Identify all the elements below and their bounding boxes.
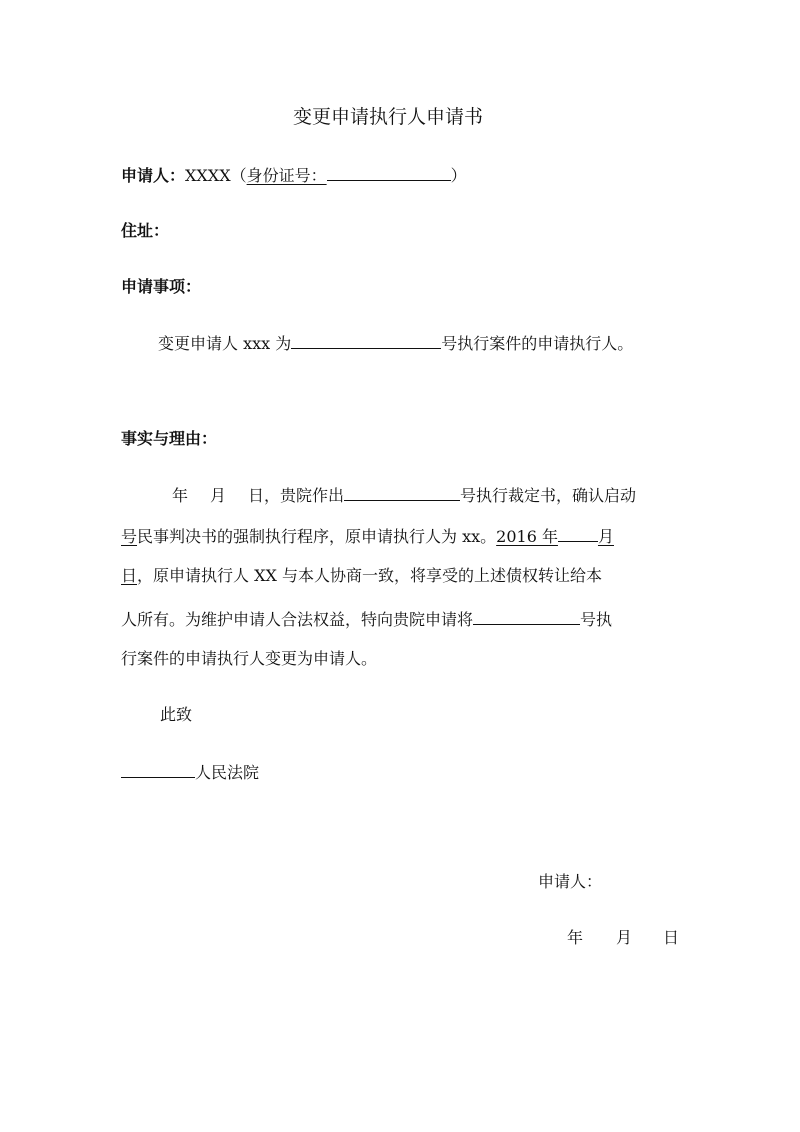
facts-line-3-text: ，原申请执行人 XX 与本人协商一致，将享受的上述债权转让给本 (137, 566, 602, 585)
signature-year: 年 (567, 928, 584, 947)
facts-line-2-date: 2016 年 (496, 527, 558, 546)
facts-line-3-day: 日 (121, 566, 138, 585)
case-number-blank (291, 331, 441, 349)
facts-line-5: 行案件的申请执行人变更为申请人。 (121, 649, 378, 668)
facts-year: 年 (172, 486, 189, 505)
court-name-blank (121, 760, 195, 778)
facts-line-3 (121, 565, 602, 587)
request-text-before: 变更申请人 xxx 为 (158, 334, 292, 353)
ruling-number-blank (344, 483, 460, 501)
facts-line-2-month: 月 (597, 527, 614, 546)
execution-number-blank (473, 607, 580, 625)
salutation: 此致 (160, 705, 193, 724)
signature-date (567, 927, 679, 949)
signature-day: 日 (663, 928, 680, 947)
facts-month: 月 (210, 486, 227, 505)
document-title: 变更申请执行人申请书 (293, 106, 484, 128)
facts-line-2 (121, 524, 614, 548)
id-close-paren: ） (450, 166, 467, 185)
request-label: 申请事项： (121, 277, 202, 296)
facts-label: 事实与理由： (121, 429, 218, 448)
applicant-name: XXXX (185, 166, 231, 185)
facts-line-2-text: 民事判决书的强制执行程序，原申请执行人为 xx。 (137, 527, 497, 546)
id-open-paren: （ (230, 166, 247, 185)
facts-line-4 (121, 607, 612, 631)
id-number-label: 身份证号： (246, 166, 327, 185)
facts-line-1-after: 号执行裁定书，确认启动 (460, 486, 637, 505)
request-text (158, 331, 633, 355)
signature-applicant-label: 申请人： (538, 872, 603, 891)
id-number-blank (327, 163, 451, 181)
facts-line-1 (172, 483, 636, 507)
facts-line-4-text: 人所有。为维护申请人合法权益，特向贵院申请将 (121, 610, 474, 629)
request-text-after: 号执行案件的申请执行人。 (441, 334, 634, 353)
address-label: 住址： (121, 221, 170, 240)
month-blank (558, 524, 598, 542)
court-line (121, 760, 259, 784)
applicant-line (121, 163, 467, 187)
court-suffix: 人民法院 (195, 763, 260, 782)
facts-line-2-number: 号 (121, 527, 138, 546)
applicant-label: 申请人： (121, 166, 186, 185)
signature-month: 月 (616, 928, 633, 947)
facts-line-4-after: 号执 (580, 610, 613, 629)
facts-day-text: 日，贵院作出 (248, 486, 345, 505)
